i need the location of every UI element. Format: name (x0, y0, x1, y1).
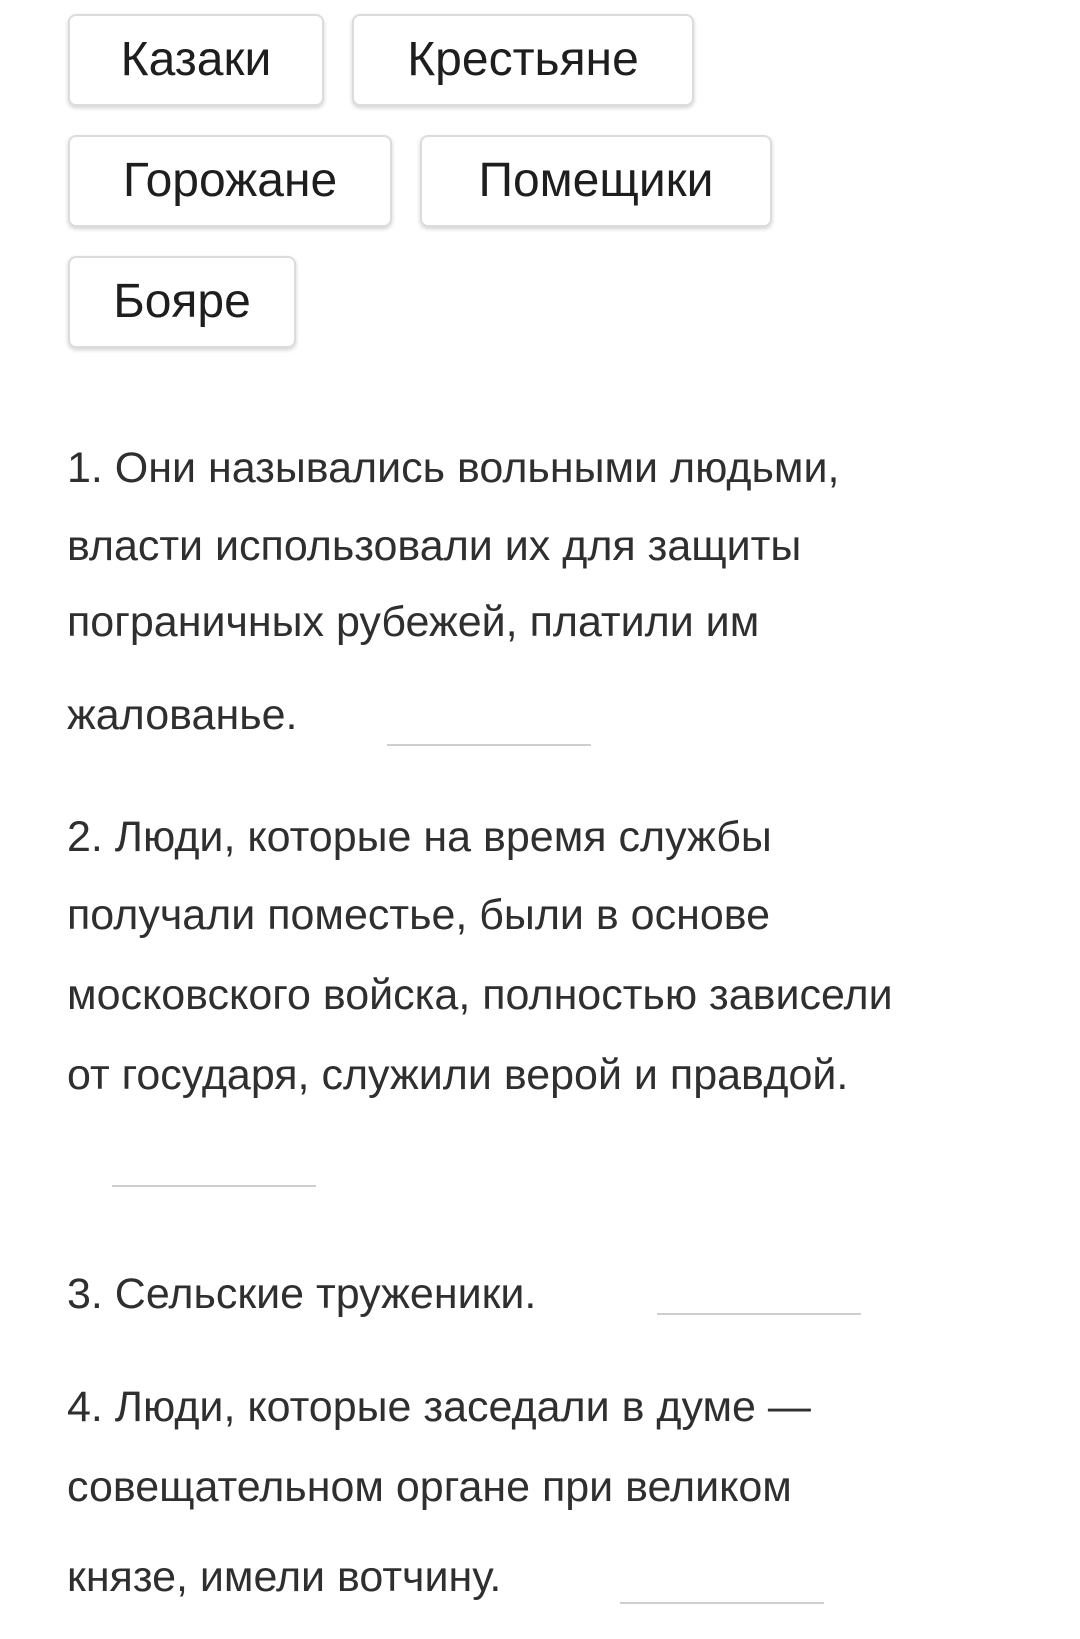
question-text-line: совещательном органе при великом (67, 1463, 792, 1511)
option-chip[interactable]: Бояре (68, 256, 296, 348)
answer-drop-slot-3[interactable] (657, 1313, 861, 1315)
answer-drop-slot-2[interactable] (112, 1185, 316, 1187)
option-chip[interactable]: Крестьяне (352, 14, 694, 106)
question-text-line: 4. Люди, которые заседали в думе — (67, 1383, 811, 1431)
option-chip[interactable]: Помещики (420, 135, 772, 227)
question-text-line: жалованье. (67, 691, 298, 739)
question-text-line: 2. Люди, которые на время службы (67, 813, 772, 861)
question-text-line: 3. Сельские труженики. (67, 1270, 537, 1318)
question-text-line: от государя, служили верой и правдой. (67, 1051, 849, 1099)
question-text-line: московского войска, полностью зависели (67, 971, 893, 1019)
option-chip[interactable]: Горожане (68, 135, 392, 227)
question-text-line: пограничных рубежей, платили им (67, 598, 760, 646)
question-text-line: получали поместье, были в основе (67, 891, 771, 939)
question-text-line: князе, имели вотчину. (67, 1553, 502, 1601)
option-chip[interactable]: Казаки (68, 14, 324, 106)
question-text-line: власти использовали их для защиты (67, 522, 802, 570)
answer-drop-slot-1[interactable] (387, 744, 591, 746)
question-text-line: 1. Они назывались вольными людьми, (67, 444, 840, 492)
answer-drop-slot-4[interactable] (620, 1602, 824, 1604)
